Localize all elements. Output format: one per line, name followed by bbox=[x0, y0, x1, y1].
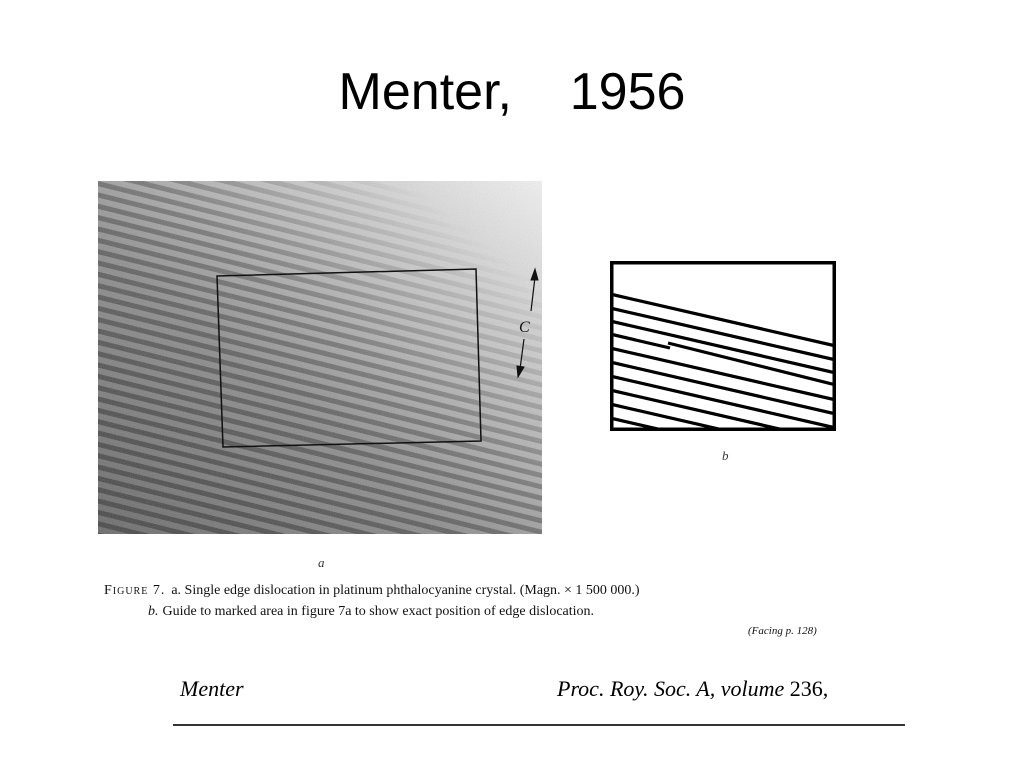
guide-diagram bbox=[610, 261, 836, 431]
caption-line-2 bbox=[148, 604, 594, 620]
arrow-label: C bbox=[519, 319, 530, 336]
caption-text-b: Guide to marked area in figure 7a to show exact position of edge dislocation. bbox=[162, 604, 595, 619]
footer-divider bbox=[173, 724, 905, 726]
caption-text-a: a. Single edge dislocation in platinum phthalocyanine crystal. (Magn. × 1 500 000.) bbox=[171, 583, 640, 598]
slide-title: Menter, 1956 bbox=[338, 63, 686, 121]
footer-author: Menter bbox=[180, 676, 244, 701]
panel-a-label: a bbox=[318, 555, 325, 570]
journal-name: Proc. Roy. Soc. A, volume bbox=[557, 676, 785, 701]
journal-volume: 236, bbox=[789, 676, 829, 701]
caption-figure-number: Figure 7. bbox=[104, 583, 166, 598]
footer-journal bbox=[557, 676, 828, 702]
panel-b-label: b bbox=[722, 448, 729, 463]
caption-line-1 bbox=[104, 583, 640, 599]
micrograph-image bbox=[98, 181, 542, 534]
facing-page-note: (Facing p. 128) bbox=[748, 625, 817, 637]
caption-b-label: b. bbox=[148, 604, 159, 619]
